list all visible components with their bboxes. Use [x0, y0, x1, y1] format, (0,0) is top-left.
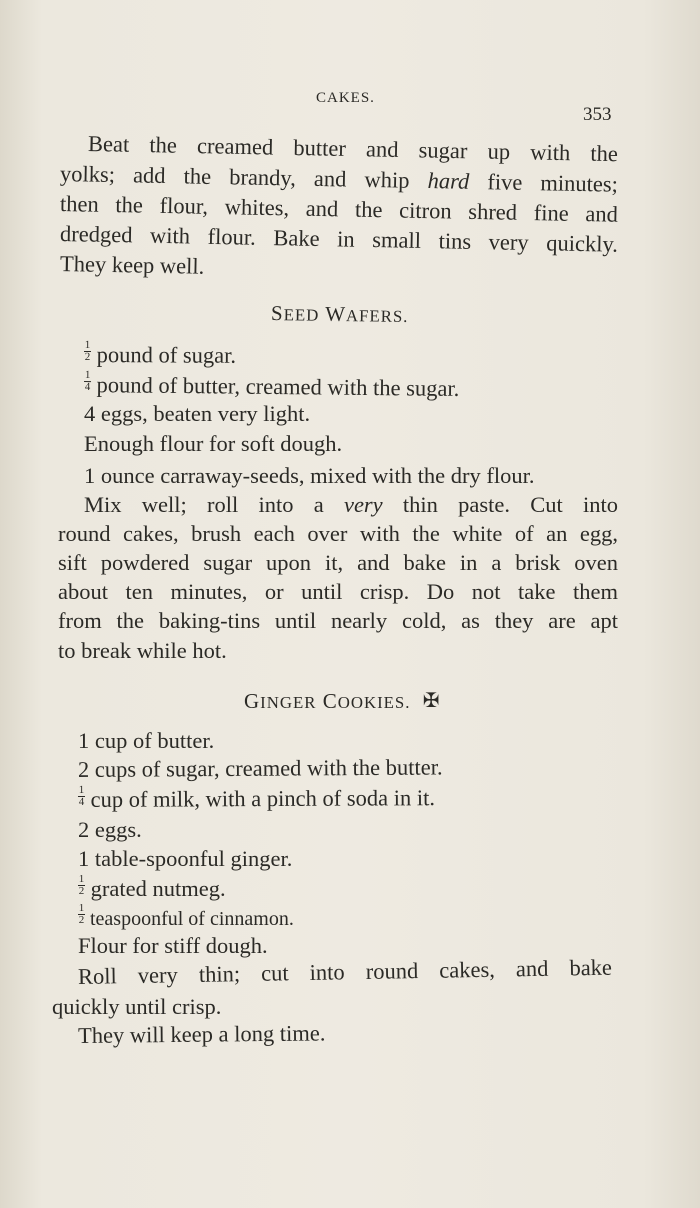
ginger-directions-line-3: They will keep a long time. — [77, 1020, 326, 1048]
ginger-ingredient-2: 2 cups of sugar, creamed with the butter. — [77, 754, 443, 782]
intro-line-3: then the flour, whites, and the citron shred fine and — [59, 191, 619, 227]
seed-directions-line-2: round cakes, brush each over with the white of an egg, — [58, 521, 618, 546]
seed-directions-line-4: about ten minutes, or until crisp. Do not take them — [58, 579, 618, 604]
ginger-ingredient-6: $\frac{1}{2}$ grated nutmeg. — [78, 873, 226, 901]
intro-line-2: yolks; add the brandy, and whip hard five minutes; — [59, 161, 619, 197]
seed-ingredient-5: 1 ounce carraway-seeds, mixed with the dry flour. — [84, 463, 535, 488]
seed-ingredient-1: $\frac{1}{2}$ pound of sugar. — [84, 339, 237, 368]
ginger-cookies-title: GINGER COOKIES. ✠ — [244, 689, 441, 713]
seed-ingredient-4: Enough flour for soft dough. — [84, 431, 343, 456]
ginger-directions-line-2: quickly until crisp. — [52, 994, 222, 1019]
page-number: 353 — [583, 104, 612, 125]
intro-line-1: Beat the creamed butter and sugar up with the — [87, 131, 619, 167]
seed-ingredient-3: 4 eggs, beaten very light. — [84, 401, 311, 426]
ginger-ingredient-8: Flour for stiff dough. — [78, 933, 268, 958]
maltese-cross-icon: ✠ — [422, 690, 441, 712]
seed-directions-line-3: sift powdered sugar upon it, and bake in a brisk oven — [58, 550, 618, 575]
ginger-ingredient-5: 1 table-spoonful ginger. — [78, 846, 293, 871]
ginger-directions-line-1: Roll very thin; cut into round cakes, and bake — [77, 954, 613, 989]
seed-directions-line-1: Mix well; roll into a very thin paste. Cut into — [84, 492, 619, 517]
ginger-ingredient-4: 2 eggs. — [78, 817, 142, 842]
seed-wafers-title: SEED WAFERS. — [270, 301, 409, 327]
ginger-ingredient-1: 1 cup of butter. — [78, 728, 215, 753]
intro-line-4: dredged with flour. Bake in small tins very quickly. — [59, 221, 619, 257]
ginger-ingredient-3: $\frac{1}{4}$ cup of milk, with a pinch of soda in it. — [78, 783, 436, 812]
ginger-ingredient-7: $\frac{1}{2}$ teaspoonful of cinnamon. — [78, 902, 294, 930]
running-head: CAKES. — [316, 90, 375, 106]
seed-ingredient-2: $\frac{1}{4}$ pound of butter, creamed with the sugar. — [84, 369, 460, 401]
seed-directions-line-6: to break while hot. — [58, 638, 227, 663]
intro-line-5: They keep well. — [59, 251, 205, 279]
seed-directions-line-5: from the baking-tins until nearly cold, as they are apt — [58, 608, 618, 633]
